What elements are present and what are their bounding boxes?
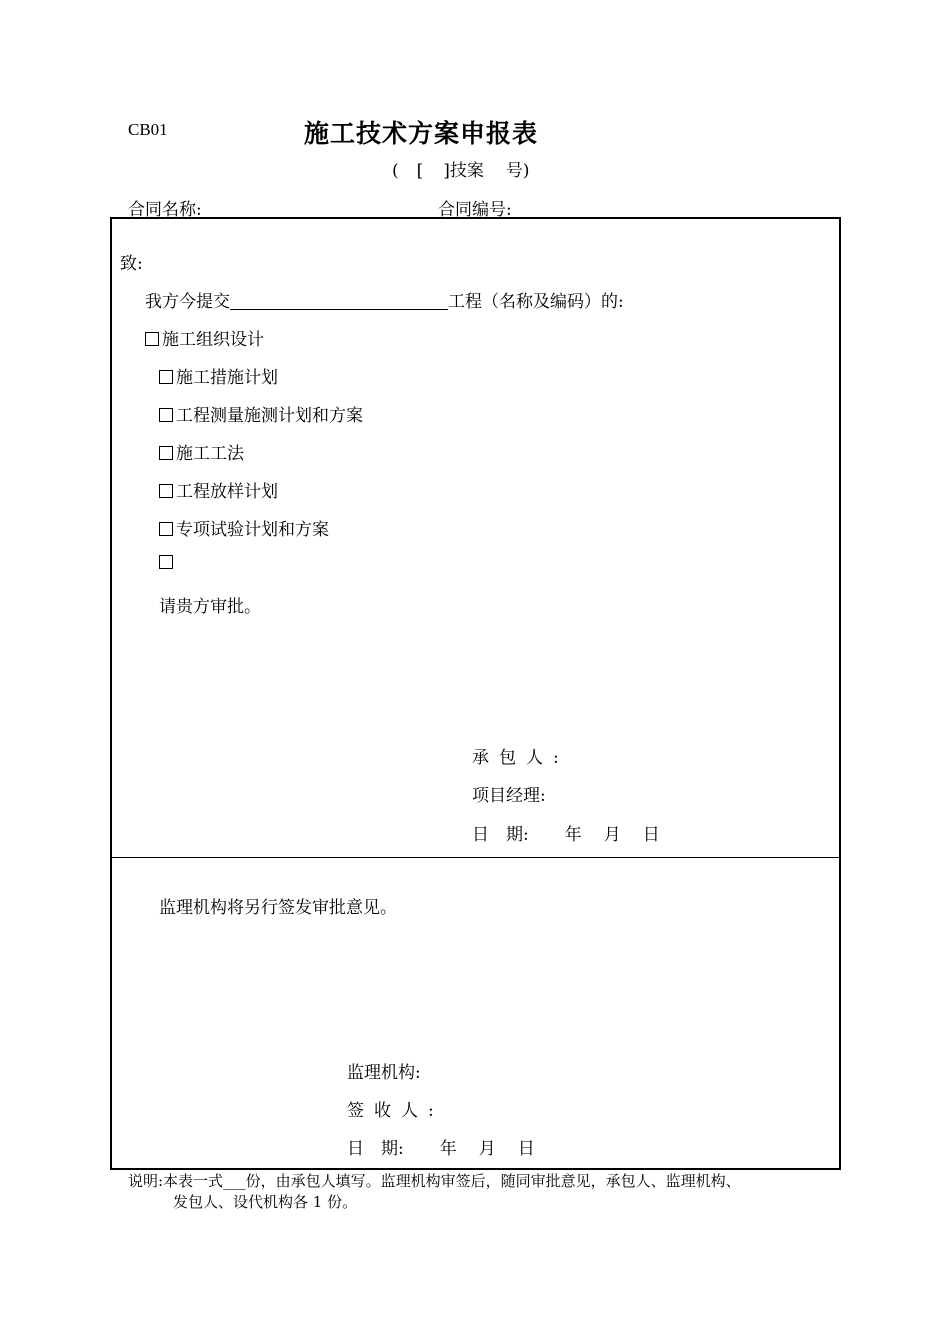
subtitle-bracket-text: ]技案	[443, 161, 484, 181]
footnote-line-1	[128, 1171, 741, 1192]
form-frame	[110, 217, 841, 1170]
option-construction-design	[145, 325, 264, 350]
section-divider	[110, 857, 839, 858]
supervisor-org-label: 监理机构:	[347, 1063, 421, 1083]
day-label: 日	[642, 825, 660, 845]
option-other	[159, 553, 176, 573]
form-code: CB01	[128, 120, 168, 139]
month-label: 月	[478, 1139, 496, 1159]
receiver-label: 签收人:	[347, 1101, 444, 1121]
contractor-date-line	[472, 820, 660, 845]
submit-line	[145, 287, 624, 312]
checkbox[interactable]	[145, 332, 159, 346]
contract-number-label: 合同编号:	[438, 200, 512, 220]
supervisor-date-line	[347, 1134, 535, 1159]
option-label: 施工措施计划	[176, 368, 278, 388]
copies-blank: ___	[223, 1172, 246, 1190]
form-number-line	[392, 156, 530, 181]
option-label: 工程测量施测计划和方案	[176, 406, 363, 426]
page-title: 施工技术方案申报表	[304, 119, 539, 148]
note-prefix: 说明:本表一式	[128, 1172, 224, 1190]
option-staking-plan	[159, 477, 278, 502]
checkbox[interactable]	[159, 370, 173, 384]
supervisor-opinion-text: 监理机构将另行签发审批意见。	[159, 898, 397, 918]
footnote-line-2: 发包人、设代机构各 1 份。	[173, 1193, 358, 1211]
day-label: 日	[517, 1139, 535, 1159]
option-label: 专项试验计划和方案	[176, 520, 329, 540]
footnote	[128, 1171, 741, 1213]
option-label: 施工组织设计	[162, 330, 264, 350]
subtitle-open-bracket: [	[416, 161, 424, 181]
option-survey-plan	[159, 401, 363, 426]
date-label: 日 期:	[347, 1139, 404, 1159]
year-label: 年	[564, 825, 582, 845]
year-label: 年	[439, 1139, 457, 1159]
checkbox[interactable]	[159, 446, 173, 460]
project-name-blank[interactable]	[230, 291, 448, 310]
to-label: 致:	[120, 254, 143, 274]
submit-suffix: 工程（名称及编码）的:	[448, 292, 624, 312]
checkbox[interactable]	[159, 522, 173, 536]
checkbox[interactable]	[159, 484, 173, 498]
option-construction-method	[159, 439, 244, 464]
request-approval-text: 请贵方审批。	[159, 597, 261, 617]
option-measures-plan	[159, 363, 278, 388]
checkbox[interactable]	[159, 408, 173, 422]
option-special-test-plan	[159, 515, 329, 540]
submit-prefix: 我方今提交	[145, 292, 230, 312]
contract-name-label: 合同名称:	[128, 200, 202, 220]
note-line1-rest: 份，由承包人填写。监理机构审签后，随同审批意见，承包人、监理机构、	[245, 1172, 741, 1190]
date-label: 日 期:	[472, 825, 529, 845]
option-label: 工程放样计划	[176, 482, 278, 502]
project-manager-label: 项目经理:	[472, 786, 546, 806]
subtitle-open-paren: (	[392, 161, 399, 181]
checkbox[interactable]	[159, 555, 173, 569]
option-label: 施工工法	[176, 444, 244, 464]
contractor-label: 承包人:	[472, 748, 569, 768]
subtitle-number-label: 号)	[505, 161, 530, 181]
month-label: 月	[603, 825, 621, 845]
